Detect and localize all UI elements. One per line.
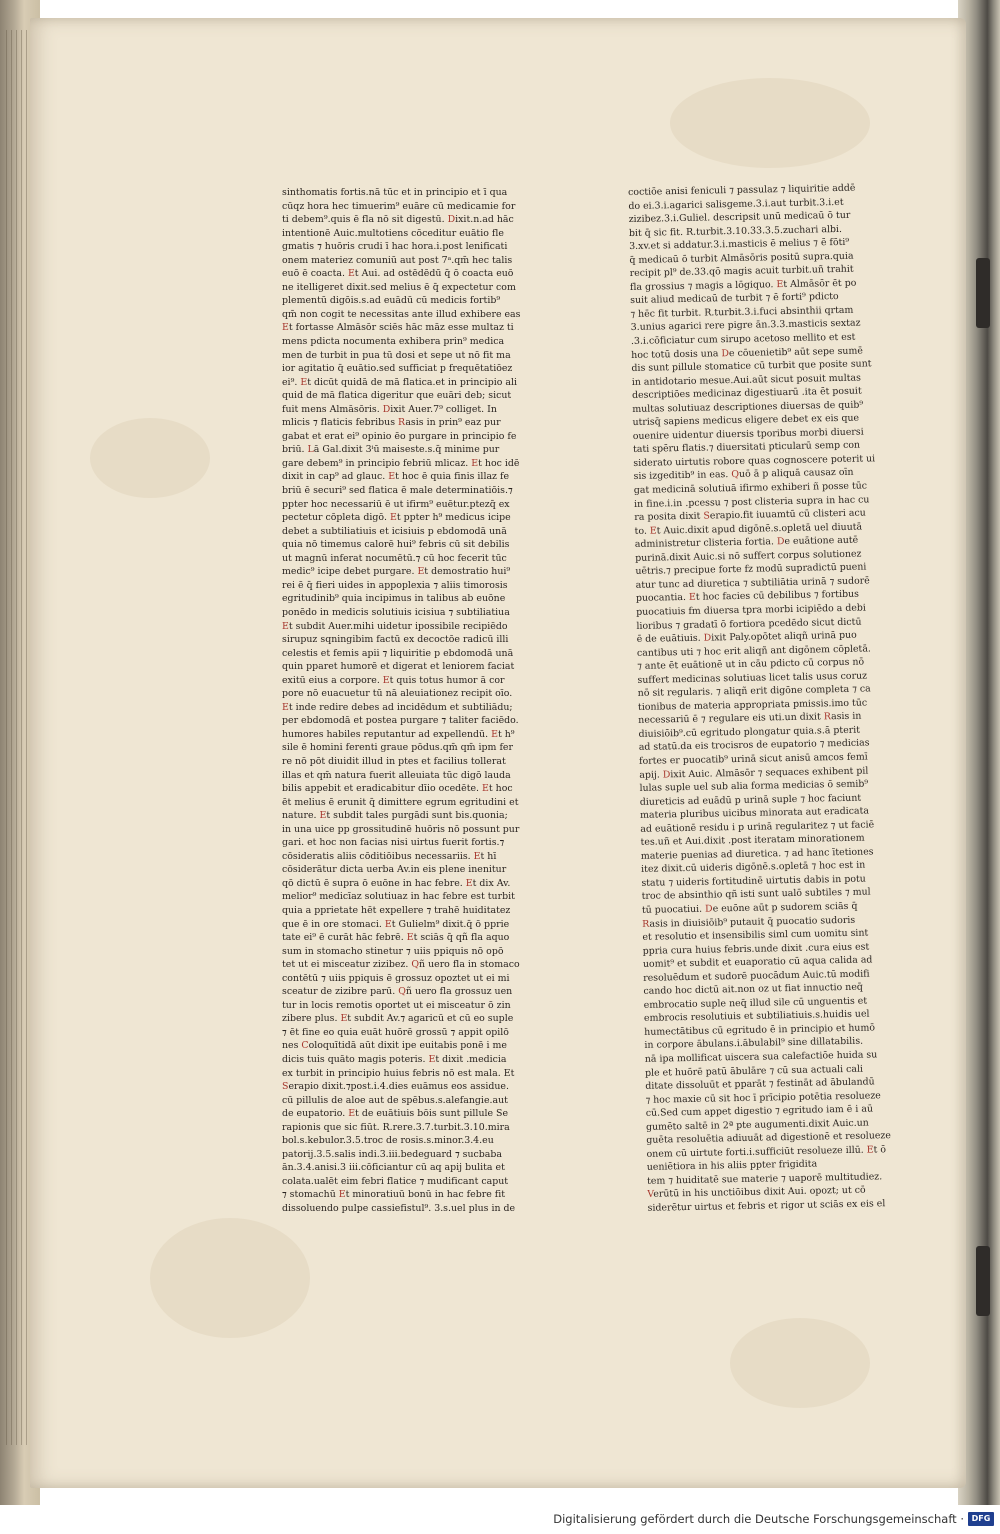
text-line: statu ⁊ uideris fortitudinē uirtutis dabis in potu: [641, 873, 866, 889]
text-line: Et fortasse Almāsōr sciēs hāc māz esse multaz ti: [282, 322, 514, 334]
text-line: ponēdo in medicis solutiuis icisiua ⁊ subtiliatiua: [282, 606, 510, 618]
text-column-right: [628, 181, 930, 1216]
text-line: cū.Sed cum appet digestio ⁊ egritudo iam ē i aū: [645, 1103, 874, 1120]
text-line: ān.3.4.anisi.3 iii.cōficiantur cū aq apij bulita et: [282, 1162, 505, 1174]
text-line: briū ē securi⁹ sed flatica ē male determinatiōis.⁊: [282, 485, 513, 497]
text-line: lulas suple uel sub alia forma medicias ō semib⁹: [639, 778, 869, 794]
text-line: to. Et Auic.dixit apud digōnē.s.opletā uel diuutā: [634, 521, 863, 537]
text-line: humores habiles reputantur ad expellendū. Et h⁹: [282, 728, 515, 740]
text-line: fuit mens Almāsōris. Dixit Auer.7⁹ colliget. In: [282, 403, 497, 415]
text-line: Serapio dixit.⁊post.i.4.dies euāmus eos assidue.: [282, 1081, 509, 1093]
text-line: medic⁹ icipe debet purgare. Et demostratio hui⁹: [282, 566, 511, 578]
text-line: hoc totū dosis una De cōuenietib⁹ aūt sepe sumē: [631, 345, 863, 361]
text-line: qm̄ non cogit te necessitas ante illud exhibere eas: [282, 308, 521, 320]
text-line: sis izgeditib⁹ in eas. Quō ā p aliquā causaz oīn: [633, 467, 854, 483]
text-line: ad statū.da eis trocisros de eupatorio ⁊ medicias: [638, 737, 870, 754]
text-line: lioribus ⁊ gradatī ō fortiora pcedēdo sicut dictū: [636, 616, 862, 632]
text-line: ⁊ hēc fit turbit. R.turbit.3.i.fuci absinthii qrtam: [630, 304, 854, 320]
text-line: diuisiōib⁹.cū egritudo plongatur quia.s.ā pterit: [638, 724, 861, 740]
text-line: ne itelligeret dixit.sed melius ē q̄ expectetur com: [282, 281, 516, 293]
text-line: ei⁹. Et dicūt quidā de mā flatica.et in principio ali: [282, 376, 517, 388]
text-line: gare debem⁹ in principio febriū mlicaz. Et hoc idē: [282, 457, 520, 469]
text-line: nes Coloquītidā aūt dixit ipe euitabis ponē i me: [282, 1040, 507, 1052]
text-line: de eupatorio. Et de euātiuis bōis sunt pillule Se: [282, 1108, 509, 1120]
book-page: [30, 18, 966, 1488]
text-line: fla grossius ⁊ magis a lōgiquo. Et Almāsōr ēt po: [629, 277, 857, 293]
text-line: Rasis in diuisiōib⁹ putauit q̄ puocatio sudoris: [642, 914, 856, 930]
text-line: diureticis ad euādū p urinā suple ⁊ hoc faciunt: [639, 792, 862, 808]
text-line: egritudinib⁹ quia incipimus in talibus ab euōne: [282, 593, 506, 605]
text-line: dis sunt pillule stomatice cū turbit que posite sunt: [631, 358, 872, 375]
text-line: ouenire uidentur diuersis tporibus morbi diuersi: [632, 426, 864, 442]
text-line: tati spēru flatis.⁊ diuersitati pticularū semp con: [632, 439, 861, 456]
text-line: rei ē q̄ fieri uides in appoplexia ⁊ aliis timorosis: [282, 579, 508, 591]
text-line: debet a subtiliatiuis et icisiuis p ebdomodā unā: [282, 525, 507, 537]
text-line: men de turbit in pua tū dosi et sepe ut nō fit ma: [282, 349, 511, 361]
text-line: Verūtū in his unctiōibus dixit Aui. opozt; ut cō: [647, 1185, 866, 1201]
text-line: sum in stomacho stinetur ⁊ uiis ppiquis nō opō: [282, 945, 504, 957]
text-line: sinthomatis fortis.nā tūc et in principio et ī qua: [282, 187, 508, 198]
text-line: gumēto saltē in 2ª pte augumenti.dixit Auic.un: [645, 1117, 869, 1133]
text-line: sile ē homini ferenti graue pōdus.qm̄ qm̄ ipm fer: [282, 742, 513, 754]
text-line: itez dixit.cū uideris digōnē.s.opletā ⁊ hoc est in: [641, 859, 866, 876]
dfg-logo: DFG: [968, 1512, 994, 1526]
text-line: necessariū ē ⁊ regulare eis uti.un dixit Rasis in: [638, 710, 862, 727]
text-line: plementū digōis.s.ad euādū cū medicis fortib⁹: [282, 295, 501, 307]
text-line: guēta resoluētia adiuuāt ad digestionē et resolueze: [646, 1130, 891, 1147]
text-line: cantibus uti ⁊ hoc erit aliqñ ant digōnem cōpletā.: [636, 643, 871, 659]
text-line: cōsideratis aliis cōditiōibus necessariis. Et hī: [282, 850, 497, 862]
text-line: quia nō timemus calorē hui⁹ febris cū sit debilis: [282, 539, 510, 551]
text-line: ē de euātiuis. Dixit Paly.opōtet aliqñ urinā puo: [636, 629, 857, 645]
text-line: apij. Dixit Auic. Almāsōr ⁊ sequaces exhibent pil: [639, 765, 869, 781]
text-line: do ei.3.i.agarici salisgeme.3.i.aut turbit.3.i.et: [628, 196, 844, 212]
text-line: cando hoc dictū ait.non oz ut fiat innuctio neq̄: [643, 981, 863, 998]
text-line: ⁊ hoc maxie cū sit hoc ī prīcipio potētia resolueze: [645, 1089, 881, 1106]
text-line: gmatis ⁊ huōris crudi ī hac hora.i.post lenificati: [282, 241, 508, 253]
text-line: materie puenias ad diuretica. ⁊ ad hanc ītetiones: [640, 846, 874, 862]
funding-credit: Digitalisierung gefördert durch die Deutsche Forschungsgemeinschaft ·: [553, 1512, 964, 1526]
text-line: sceatur de zizibre parū. Qñ uero fla grossuz uen: [282, 986, 513, 998]
text-line: mlicis ⁊ flaticis febribus Rasis in prin⁹ eaz pur: [282, 417, 501, 429]
text-line: utrisq̄ sapiens medicus eligere debet ex eis que: [632, 412, 860, 429]
text-line: tet ut ei misceatur zizibez. Qñ uero fla in stomaco: [282, 959, 520, 971]
text-line: melior⁹ medicīaz solutiuaz in hac febre est turbit: [282, 891, 515, 903]
text-line: puocantia. Et hoc facies cū debilibus ⁊ fortibus: [635, 589, 860, 605]
text-line: suffert medicinas solutiuas licet talis usus coruz: [637, 670, 868, 686]
text-line: briū. Lā Gal.dixit 3ⁱū maiseste.s.q̄ minime pur: [282, 444, 500, 456]
text-line: ppter hoc necessariū ē ut ifirm⁹ euētur.ptezq̄ ex: [282, 498, 510, 510]
text-line: illas et qm̄ natura fuerit alleuiata tūc digō lauda: [282, 769, 511, 781]
text-line: Et inde redire debes ad incidēdum et subtiliādu;: [282, 701, 513, 713]
text-line: ut magnū inferat nocumētū.⁊ cū hoc fecerit tūc: [282, 552, 507, 564]
text-line: siderētur uirtus et febris et rigor ut sciās ex eis el: [647, 1198, 886, 1214]
text-line: re nō pōt diuidit illud in ptes et facilius tollerat: [282, 755, 506, 767]
text-line: ex turbit in principio huius febris nō est mala. Et: [282, 1067, 515, 1079]
text-line: qō dictū ē supra ō euōne in hac febre. Et dix Av.: [282, 877, 511, 889]
text-line: pectetur cōpleta digō. Et ppter h⁹ medicus icipe: [282, 512, 511, 524]
text-line: colata.ualēt eim febri flatice ⁊ mudificant caput: [282, 1175, 509, 1187]
text-line: celestis et femis apii ⁊ liquiritie p ebdomodā unā: [282, 647, 514, 659]
text-line: euō ē coacta. Et Aui. ad ostēdēdū q̄ ō coacta euō: [282, 268, 514, 280]
footer-bar: [0, 1505, 1000, 1534]
text-line: embrocatio suple neq̄ illud sile cū unguentis et: [643, 995, 868, 1011]
text-line: ior agitatio q̄ euātio.sed sufficiat p frequētatiōez: [282, 363, 513, 375]
text-line: zizibez.3.i.Guliel. descripsit unū medicaū ō tur: [628, 209, 851, 226]
text-line: nā ipa mollificat uiscera sua calefactiōe huida su: [644, 1049, 878, 1065]
text-line: 3.unius agarici rere pigre ān.3.3.masticis sextaz: [630, 318, 861, 334]
text-line: gabat et erat ei⁹ opinio ēo purgare in principio fe: [282, 430, 517, 442]
text-line: sirupuz sqningibim factū ex decoctōe radicū illi: [282, 634, 509, 646]
text-line: cūqz hora hec timuerim⁹ euāre cū medicamie for: [282, 200, 516, 212]
text-line: 3.xv.et si addatur.3.i.masticis ē melius ⁊ ē fōti⁹: [629, 236, 850, 253]
text-line: materia pluribus uicibus minorata aut eradicata: [639, 805, 870, 822]
text-line: Et subdit Auer.mihi uidetur ipossibile recipiēdo: [282, 620, 508, 632]
text-line: tem ⁊ huiditatē sue materie ⁊ uaporē multitudiez.: [647, 1171, 883, 1187]
text-line: coctiōe anisi feniculi ⁊ passulaz ⁊ liquiritie addē: [628, 182, 856, 198]
text-line: fortes er puocatib⁹ urinā sicut anisū amcos femī: [638, 751, 868, 767]
text-line: ad euātionē residu i p urinā regularitez ⁊ ut faciē: [640, 819, 875, 835]
text-line: administretur clisteria fortia. De euātione autē: [634, 534, 859, 551]
text-line: bilis appebit et eradicabitur dīio ocedēte. Et hoc: [282, 783, 513, 795]
text-line: ueniētiora in his aliis ppter frigidita: [646, 1158, 818, 1174]
text-line: et resolutio et insensibilis siml cum uomitu sint: [642, 927, 869, 943]
text-line: tes.uñ et Aui.dixit .post iteratam minorationem: [640, 832, 865, 849]
text-line: contētū ⁊ uiis ppiquis ē grossuz opoztet ut ei mi: [282, 972, 510, 984]
text-line: gari. et hoc non facias nisi uirtus fuerit fortis.⁊: [282, 837, 505, 849]
text-line: nō sit regularis. ⁊ aliqñ erit digōne completa ⁊ ca: [637, 683, 871, 700]
text-line: atur tunc ad diuretica ⁊ subtiliātia urinā ⁊ sudorē: [635, 575, 870, 591]
text-line: uomit⁹ et subdit et euaporatio cū aqua calida ad: [642, 954, 873, 971]
text-line: purinā.dixit Auic.si nō suffert corpus solutionez: [635, 548, 862, 564]
text-line: ⁊ ante ēt euātionē ut in cāu pdicto cū corpus nō: [637, 656, 865, 673]
text-line: bit q̄ sic fit. R.turbit.3.10.33.3.5.zuchari albi.: [628, 223, 843, 239]
text-line: descriptiōes medicinaz digestiuarū .ita ēt posuit: [631, 385, 862, 402]
text-line: dicis tuis quāto magis poteris. Et dixit .medicia: [282, 1054, 507, 1065]
text-line: uētris.⁊ precipue forte fz modū supradictū pueni: [635, 561, 867, 578]
text-line: humectātibus cū egritudo ē in principio et humō: [644, 1022, 876, 1038]
text-line: multas solutiuaz descriptiones diuersas de quib⁹: [632, 399, 864, 415]
text-line: recipit pl⁹ de.33.qō magis acuit turbit.uñ trahit: [629, 263, 854, 280]
text-line: in una uice pp grossitudinē huōris nō possunt pur: [282, 823, 520, 835]
text-line: nature. Et subdit tales purgādi sunt bis.quonia;: [282, 810, 508, 822]
text-line: .3.i.cōficiatur cum sirupo acetoso mellito et est: [630, 331, 856, 347]
text-line: ⁊ ēt fine eo quia euāt huōrē grossū ⁊ appit opilō: [282, 1026, 509, 1038]
text-line: pore nō euacuetur tū nā aleuiationez recipit oīo.: [282, 688, 513, 700]
text-line: bol.s.kebulor.3.5.troc de rosis.s.minor.3.4.eu: [282, 1135, 494, 1147]
text-line: suit aliud medicaū de turbit ⁊ ē forti⁹ pdicto: [630, 291, 839, 307]
text-line: que ē in ore stomaci. Et Gulielm⁹ dixit.q̄ ō pprie: [282, 918, 510, 930]
text-line: intentionē Auic.multotiens cōceditur euātio fle: [282, 227, 504, 239]
text-line: siderato uirtutis robore quas cognoscere poterit ui: [633, 453, 876, 469]
text-line: tionibus de materia appropriata pmissis.imo tūc: [637, 697, 868, 713]
text-line: per ebdomodā et postea purgare ⁊ taliter faciēdo.: [282, 715, 519, 727]
text-line: in fine.i.in .pcessu ⁊ post clisteria supra in hac cu: [634, 494, 870, 510]
text-line: patorij.3.5.salis indi.3.iii.bedeguard ⁊ sucbaba: [282, 1148, 502, 1160]
text-line: cū pillulis de aloe aut de spēbus.s.alefangie.aut: [282, 1094, 508, 1106]
text-line: dissoluendo pulpe cassiefistul⁹. 3.s.uel plus in de: [282, 1203, 516, 1215]
text-line: troc de absinthio qñ isti sunt ualō subtiles ⁊ mul: [641, 886, 871, 903]
text-line: q̄ medicaū ō turbit Almāsōris positū supra.quia: [629, 250, 854, 266]
text-line: quia a pprietate hēt expellere ⁊ trahē huiditatez: [282, 904, 511, 916]
text-column-left: [282, 186, 560, 1216]
text-line: quin pparet humorē et digerat et leniorem faciat: [282, 661, 515, 673]
text-line: ⁊ stomachū Et minoratiuū bonū in hac febre fit: [282, 1189, 506, 1201]
text-line: quid de mā flatica digeritur que euāri deb; sicut: [282, 390, 512, 402]
text-line: ti debem⁹.quis ē fla nō sit digestū. Dixit.n.ad hāc: [282, 214, 514, 226]
text-line: tate ei⁹ ē curāt hāc febrē. Et sciās q̄ qñ fla aquo: [282, 932, 510, 944]
text-line: onem materiez comuniū aut post 7ᵃ.qm̄ hec talis: [282, 254, 513, 266]
text-line: in antidotario mesue.Aui.aūt sicut posuit multas: [631, 372, 861, 388]
text-line: tur in locis remotis oportet ut ei misceatur ō zin: [282, 999, 511, 1011]
text-line: ēt melius ē erunit q̄ dimittere egrum egritudini et: [282, 796, 519, 808]
text-line: zibere plus. Et subdit Av.⁊ agaricū et cū eo suple: [282, 1013, 514, 1025]
text-line: embrocis resolutiuis et subtiliatiuis.s.huidis uel: [643, 1008, 870, 1025]
text-line: exitū eius a corpore. Et quis totus humor ā cor: [282, 674, 505, 686]
text-line: ple et huōrē patū ābulāre ⁊ cū sua actuali cali: [644, 1063, 864, 1079]
text-line: ditate dissoluūt et pparāt ⁊ festināt ad ābulandū: [645, 1076, 875, 1092]
text-line: resoluēdum et sudorē puocādum Auic.tū modifi: [643, 968, 870, 984]
text-line: ppria cura huius febris.unde dixit .cura eius est: [642, 941, 870, 957]
text-line: gat medicinā solutiuā ifirmo exhiberi ñ posse tūc: [633, 480, 868, 496]
text-line: rapionis que sic fiūt. R.rere.3.7.turbit.3.10.mira: [282, 1121, 510, 1133]
text-line: dixit in cap⁹ ad glauc. Et hoc ē quia finis illaz fe: [282, 471, 510, 483]
text-line: puocatiuis fm diuersa tpra morbi icipiēdo a debi: [636, 602, 867, 618]
text-line: cōsiderātur dicta uerba Av.in eis plene inenitur: [282, 864, 507, 876]
text-line: mens pdicta nocumenta exhibera prin⁹ medica: [282, 336, 505, 348]
text-line: onem cū uirtute forti.i.sufficiūt resolueze illū. Et ō: [646, 1144, 887, 1160]
text-line: tū puocatiui. De euōne aūt p sudorem sciās q̄: [641, 900, 858, 916]
text-line: in corpore ābulans.i.ābulabil⁹ sine dillatabilis.: [644, 1036, 864, 1052]
text-line: ra posita dixit Serapio.fit iuuamtū cū clisteri acu: [634, 507, 866, 524]
